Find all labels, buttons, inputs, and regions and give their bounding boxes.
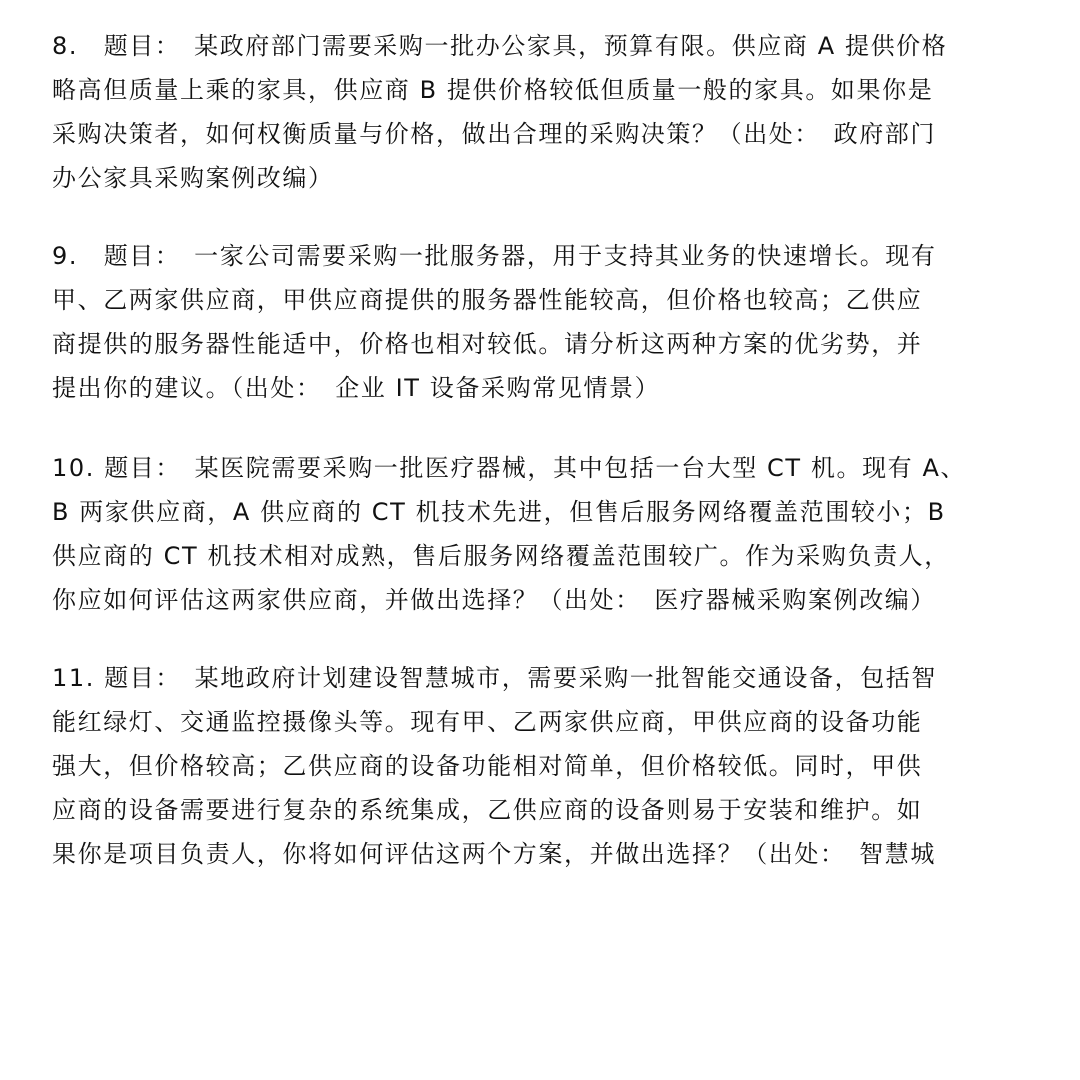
question-8 [52, 24, 1042, 200]
question-8-line-3: 采购决策者，如何权衡质量与价格，做出合理的采购决策？（出处： 政府部门 [52, 120, 936, 148]
question-11-line-5: 果你是项目负责人，你将如何评估这两个方案，并做出选择？（出处： 智慧城 [52, 840, 936, 868]
question-8-line-1: 8. 题目： 某政府部门需要采购一批办公家具，预算有限。供应商 A 提供价格 [52, 32, 948, 60]
question-11 [52, 656, 1042, 876]
question-11-line-4: 应商的设备需要进行复杂的系统集成，乙供应商的设备则易于安装和维护。如 [52, 796, 923, 824]
question-10-line-3: 供应商的 CT 机技术相对成熟，售后服务网络覆盖范围较广。作为采购负责人， [52, 542, 950, 570]
question-9 [52, 234, 1042, 410]
question-8-line-2: 略高但质量上乘的家具，供应商 B 提供价格较低但质量一般的家具。如果你是 [52, 76, 934, 104]
question-9-line-2: 甲、乙两家供应商，甲供应商提供的服务器性能较高，但价格也较高；乙供应 [52, 286, 923, 314]
question-9-line-1: 9. 题目： 一家公司需要采购一批服务器，用于支持其业务的快速增长。现有 [52, 242, 937, 270]
question-8-line-4: 办公家具采购案例改编） [52, 164, 334, 192]
question-10-line-4: 你应如何评估这两家供应商，并做出选择？（出处： 医疗器械采购案例改编） [52, 586, 936, 614]
question-9-line-3: 商提供的服务器性能适中，价格也相对较低。请分析这两种方案的优劣势，并 [52, 330, 923, 358]
question-9-line-4: 提出你的建议。（出处： 企业 IT 设备采购常见情景） [52, 374, 661, 402]
question-10-line-1: 10. 题目： 某医院需要采购一批医疗器械，其中包括一台大型 CT 机。现有 A、 [52, 454, 967, 482]
question-11-line-1: 11. 题目： 某地政府计划建设智慧城市，需要采购一批智能交通设备，包括智 [52, 664, 937, 692]
question-10-line-2: B 两家供应商，A 供应商的 CT 机技术先进，但售后服务网络覆盖范围较小；B [52, 498, 946, 526]
question-11-line-2: 能红绿灯、交通监控摄像头等。现有甲、乙两家供应商，甲供应商的设备功能 [52, 708, 923, 736]
question-11-line-3: 强大，但价格较高；乙供应商的设备功能相对简单，但价格较低。同时，甲供 [52, 752, 923, 780]
question-10 [52, 446, 1042, 622]
